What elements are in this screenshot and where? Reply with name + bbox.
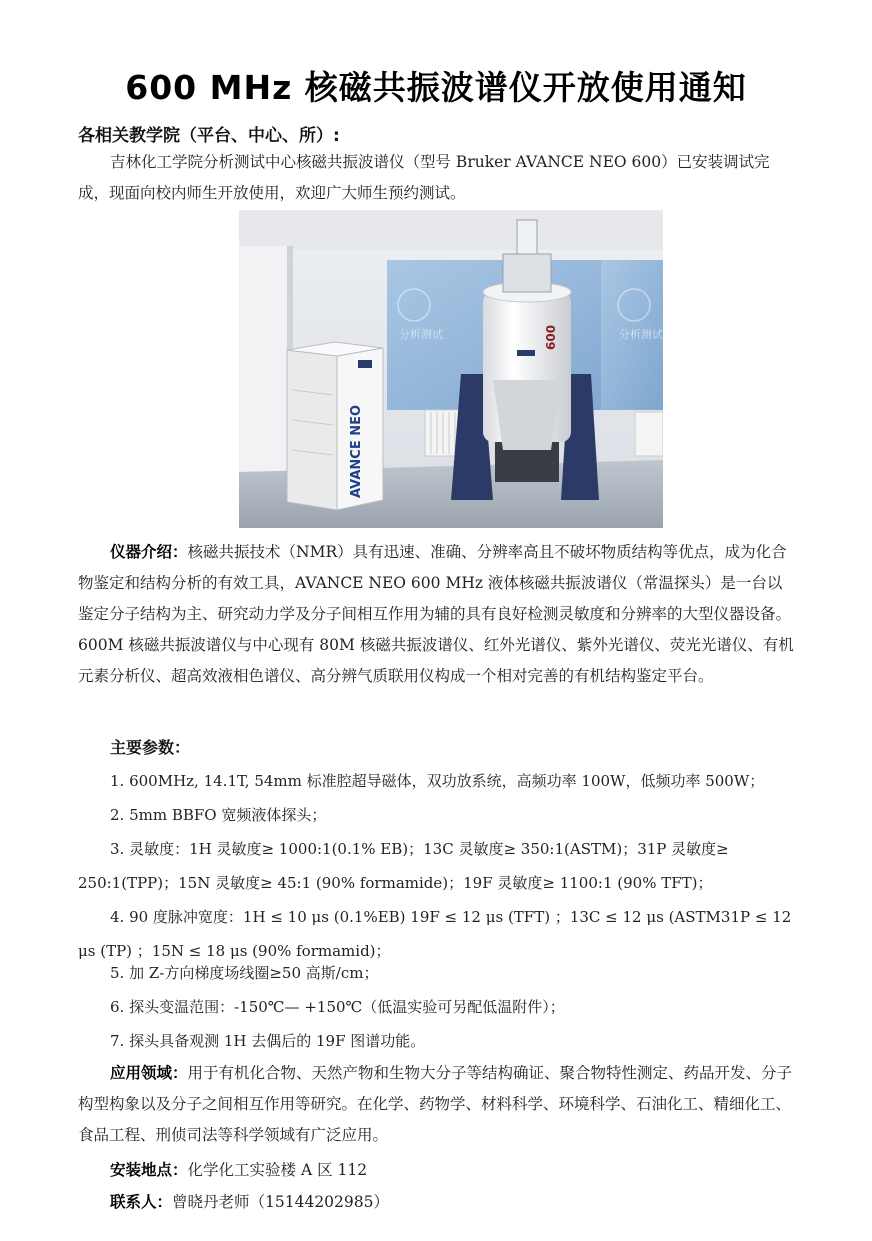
location-label: 安装地点：	[110, 1161, 188, 1179]
wall-logo-text-left: 分析测试	[399, 328, 443, 341]
instrument-paragraph	[78, 537, 794, 692]
location-value: 化学化工实验楼 A 区 112	[187, 1161, 368, 1179]
nmr-instrument-photo	[239, 210, 663, 528]
instrument-text: 核磁共振技术（NMR）具有迅速、准确、分辨率高且不破坏物质结构等优点，成为化合物鉴定和结构分析的有效工具，AVANCE NEO 600 MHz 液体核磁共振波谱仪（常温探头）是一台以鉴定分子结构为主、研究动力学及分子间相互作用为辅的具有良好检测灵敏度和分辨率的大型仪器设备。600M 核磁共振波谱仪与中心现有 80M 核磁共振波谱仪、红外光谱仪、紫外光谱仪、荧光光谱仪、有机元素分析仪、超高效液相色谱仪、高分辨气质联用仪构成一个相对完善的有机结构鉴定平台。	[78, 543, 794, 685]
param-item-1: 1. 600MHz, 14.1T, 54mm 标准腔超导磁体，双功放系统，高频功率 100W，低频功率 500W；	[110, 772, 765, 790]
magnet-label: 600	[544, 324, 558, 350]
param-item-5: 5. 加 Z-方向梯度场线圈≥50 高斯/cm；	[110, 964, 379, 982]
console-brand-label: AVANCE NEO	[349, 404, 364, 498]
params-heading: 主要参数：	[110, 738, 191, 757]
contact-value: 曾晓丹老师（15144202985）	[172, 1193, 389, 1211]
application-text: 用于有机化合物、天然产物和生物大分子等结构确证、聚合物特性测定、药品开发、分子构型构象以及分子之间相互作用等研究。在化学、药物学、材料科学、环境科学、石油化工、精细化工、食品工程、刑侦司法等科学领域有广泛应用。	[78, 1064, 793, 1144]
param-item-6: 6. 探头变温范围：-150℃— +150℃（低温实验可另配低温附件）；	[110, 998, 565, 1016]
application-label: 应用领域：	[110, 1064, 188, 1082]
application-paragraph	[78, 1058, 794, 1151]
contact-label: 联系人：	[110, 1193, 173, 1211]
param-item-3: 3. 灵敏度：1H 灵敏度≥ 1000:1(0.1% EB)；13C 灵敏度≥ 350:1(ASTM)；31P 灵敏度≥ 250:1(TPP)；15N 灵敏度≥ 45:1 (90% formamide)；19F 灵敏度≥ 1100:1 (90% TFT)；	[78, 840, 729, 892]
salutation: 各相关教学院（平台、中心、所）:	[78, 126, 340, 146]
intro-paragraph: 吉林化工学院分析测试中心核磁共振波谱仪（型号 Bruker AVANCE NEO 600）已安装调试完成，现面向校内师生开放使用，欢迎广大师生预约测试。	[78, 153, 770, 202]
wall-logo-text-right: 分析测试	[619, 328, 663, 341]
instrument-label: 仪器介绍：	[110, 543, 188, 561]
param-item-2: 2. 5mm BBFO 宽频液体探头；	[110, 806, 327, 824]
contact-line	[78, 1187, 794, 1218]
nmr-photo-illustration	[239, 210, 663, 528]
param-item-4: 4. 90 度脉冲宽度：1H ≤ 10 μs (0.1%EB) 19F ≤ 12 μs (TFT) ；13C ≤ 12 μs (ASTM31P ≤ 12 μs (TP) ；15N ≤ 18 μs (90% formamid)；	[78, 908, 792, 960]
location-line	[78, 1155, 794, 1186]
console-cabinet	[287, 342, 383, 510]
page-title: 600 MHz 核磁共振波谱仪开放使用通知	[125, 68, 747, 107]
param-item-7: 7. 探头具备观测 1H 去偶后的 19F 图谱功能。	[110, 1032, 426, 1050]
